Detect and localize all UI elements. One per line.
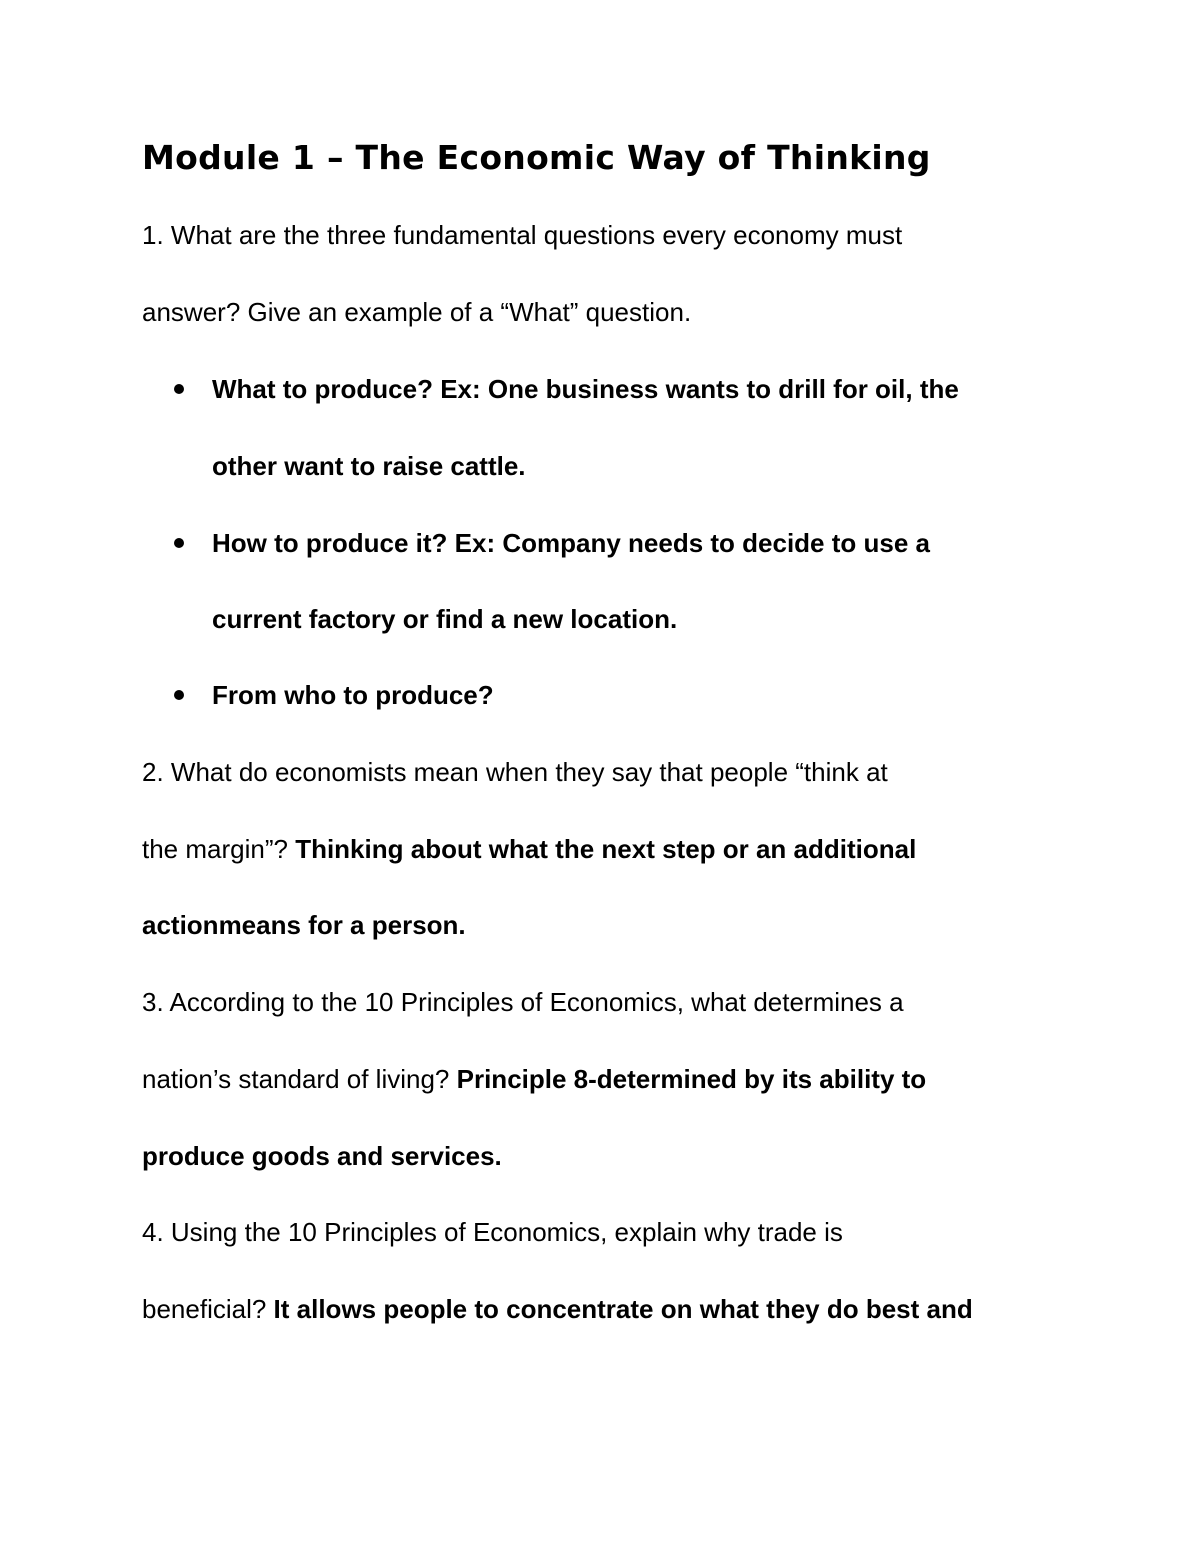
q1-line-2: answer? Give an example of a “What” question. [142,297,692,327]
q4-answer-text: It allows people to concentrate on what they do best and [273,1294,973,1324]
q3-question-text: nation’s standard of living? [142,1064,457,1094]
q1-line-1: 1. What are the three fundamental questions every economy must [142,220,903,250]
bullet-icon [174,538,184,548]
q3-line-1: 3. According to the 10 Principles of Economics, what determines a [142,987,904,1017]
q3-line-2 [142,1063,926,1095]
q2-answer-text: Thinking about what the next step or an additional [295,834,917,864]
q2-line-2 [142,833,916,865]
q4-question-text: beneficial? [142,1294,274,1324]
bullet-icon [174,690,184,700]
q1-bullet-1-line-1: What to produce? Ex: One business wants to drill for oil, the [212,374,959,404]
bullet-icon [174,384,184,394]
q4-line-2 [142,1293,973,1325]
q2-line-3: actionmeans for a person. [142,910,466,940]
q3-line-3: produce goods and services. [142,1141,502,1171]
q1-bullet-1-line-2: other want to raise cattle. [212,451,526,481]
q1-bullet-2-line-1: How to produce it? Ex: Company needs to decide to use a [212,528,930,558]
q1-bullet-2-line-2: current factory or find a new location. [212,604,678,634]
page-title: Module 1 – The Economic Way of Thinking [142,138,931,177]
q2-question-text: the margin”? [142,834,296,864]
q2-line-1: 2. What do economists mean when they say that people “think at [142,757,888,787]
q4-line-1: 4. Using the 10 Principles of Economics, explain why trade is [142,1217,843,1247]
q3-answer-text: Principle 8-determined by its ability to [456,1064,927,1094]
q1-bullet-3-line-1: From who to produce? [212,680,494,710]
